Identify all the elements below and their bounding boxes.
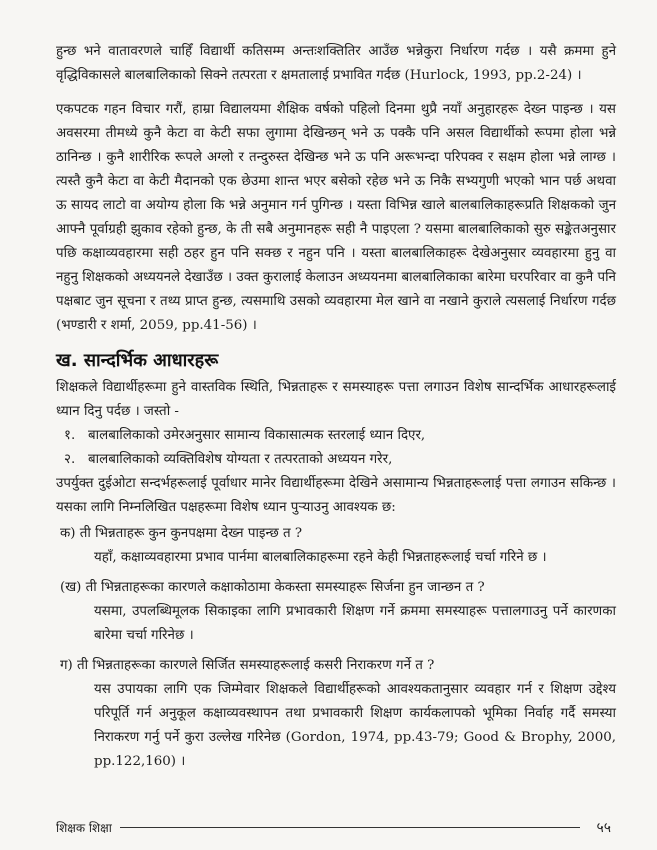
document-page xyxy=(56,40,616,780)
answer-ka: यहाँ, कक्षाव्यवहारमा प्रभाव पार्नमा बालबालिकाहरूमा रहने केही भिन्नताहरूलाई चर्चा गरिने छ । xyxy=(94,550,547,565)
list-item-text: बालबालिकाको उमेरअनुसार सामान्य विकासात्मक स्तरलाई ध्यान दिएर, xyxy=(88,428,426,443)
list-item xyxy=(56,448,616,472)
footer-rule xyxy=(120,827,581,828)
numbered-list xyxy=(56,424,616,472)
question-kha: (ख) ती भिन्नताहरूका कारणले कक्षाकोठामा केकस्ता समस्याहरू सिर्जना हुन जान्छन त ? xyxy=(60,580,485,595)
question-block xyxy=(56,522,616,570)
answer-kha: यसमा, उपलब्धिमूलक सिकाइका लागि प्रभावकारी शिक्षण गर्ने क्रममा समस्याहरू पत्तालगाउनु पर्ने कारणका बारेमा चर्चा गरिनेछ । xyxy=(94,604,616,643)
paragraph-observation: एकपटक गहन विचार गरौं, हाम्रा विद्यालयमा शैक्षिक वर्षको पहिलो दिनमा थुप्रै नयाँ अनुहारहरू देख्न पाइन्छ । यस अवसरमा तीमध्ये कुनै केटा वा केटी सफा लुगामा देखिन्छन् भने ऊ पक्कै पनि असल विद्यार्थीको रूपमा होला भन्ने ठानिन्छ । कुनै शारीरिक रूपले अग्लो र तन्दुरुस्त देखिन्छ भने ऊ पनि अरूभन्दा परिपक्व र सक्षम होला भन्ने लाग्छ । त्यस्तै कुनै केटा वा केटी मैदानको एक छेउमा शान्त भएर बसेको रहेछ भने ऊ निकै सभ्यगुणी भएको भान पर्छ अथवा ऊ सायद लाटो वा अयोग्य होला कि भन्ने अनुमान गर्न पुगिन्छ । यस्ता विभिन्न खाले बालबालिकाहरूप्रति शिक्षकको जुन आफ्नै पूर्वाग्रही झुकाव रहेको हुन्छ, के ती सबै अनुमानहरू सही नै पाइएला ? यसमा बालबालिकाको सुरु सङ्केतअनुसार पछि कक्षाव्यवहारमा सही ठहर हुन पनि सक्छ र नहुन पनि । यस्ता बालबालिकाहरू देखेअनुसार व्यवहारमा हुनु वा नहुनु शिक्षकको अध्ययनले देखाउँछ । उक्त कुरालाई केलाउन अध्ययनमा बालबालिकाका बारेमा घरपरिवार वा कुनै पनि पक्षबाट जुन सूचना र तथ्य प्राप्त हुन्छ, त्यसमाथि उसको व्यवहारमा मेल खाने वा नखाने कुराले त्यसलाई निर्धारण गर्दछ (भण्डारी र शर्मा, 2059, pp.41-56) । xyxy=(56,102,616,333)
question-ga: ग) ती भिन्नताहरूका कारणले सिर्जित समस्याहरूलाई कसरी निराकरण गर्ने त ? xyxy=(60,658,435,673)
question-block xyxy=(56,654,616,774)
section-followup: उपर्युक्त दुईओटा सन्दर्भहरूलाई पूर्वाधार मानेर विद्यार्थीहरूमा देखिने असामान्य भिन्नताहरूलाई पत्ता लगाउन सकिन्छ । यसका लागि निम्नलिखित पक्षहरूमा विशेष ध्यान पुऱ्याउनु आवश्यक छ: xyxy=(56,476,616,515)
question-ka: क) ती भिन्नताहरू कुन कुनपक्षमा देख्न पाइन्छ त ? xyxy=(60,526,303,541)
section-intro: शिक्षकले विद्यार्थीहरूमा हुने वास्तविक स्थिति, भिन्नताहरू र समस्याहरू पत्ता लगाउन विशेष सान्दर्भिक आधारहरूलाई ध्यान दिनु पर्दछ । जस्तो - xyxy=(56,380,616,419)
question-block xyxy=(56,576,616,648)
list-item-number: १. xyxy=(64,428,76,443)
page-footer xyxy=(56,818,611,837)
list-item-number: २. xyxy=(64,452,76,467)
answer-ga: यस उपायका लागि एक जिम्मेवार शिक्षकले विद्यार्थीहरूको आवश्यकतानुसार व्यवहार गर्न र शिक्षण उद्देश्य परिपूर्ति गर्न अनुकूल कक्षाव्यवस्थापन तथा प्रभावकारी शिक्षण कार्यकलापको भूमिका निर्वाह गर्दै समस्या निराकरण गर्नु पर्ने कुरा उल्लेख गरिनेछ (Gordon, 1974, pp.43-79; Good & Brophy, 2000, pp.122,160) । xyxy=(94,682,616,769)
section-heading: ख. सान्दर्भिक आधारहरू xyxy=(56,350,219,371)
footer-book-title: शिक्षक शिक्षा xyxy=(56,821,112,835)
list-item xyxy=(56,424,616,448)
page-number: ५५ xyxy=(596,820,611,836)
paragraph-continuation: हुन्छ भने वातावरणले चाहिँ विद्यार्थी कतिसम्म अन्तःशक्तितिर आउँछ भन्नेकुरा निर्धारण गर्दछ । यसै क्रममा हुने वृद्धिविकासले बालबालिकाको सिक्ने तत्परता र क्षमतालाई प्रभावित गर्दछ (Hurlock, 1993, pp.2-24) । xyxy=(56,44,616,83)
list-item-text: बालबालिकाको व्यक्तिविशेष योग्यता र तत्परताको अध्ययन गरेर, xyxy=(88,452,393,467)
